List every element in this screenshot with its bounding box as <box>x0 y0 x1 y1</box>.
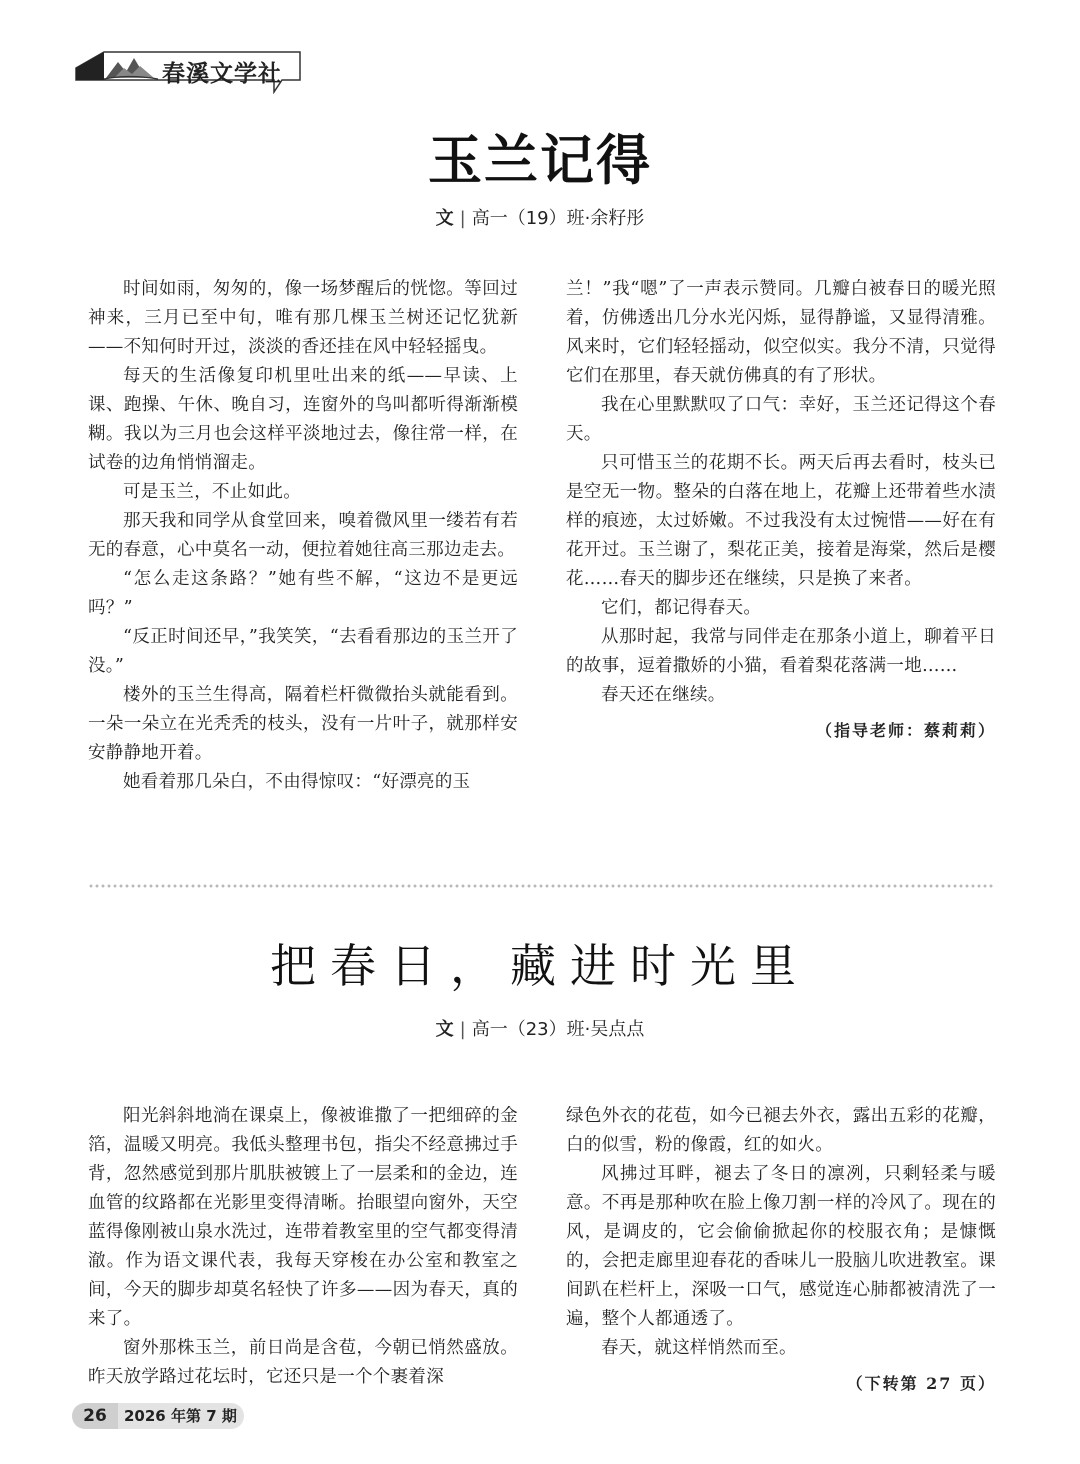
paragraph: 风拂过耳畔，褪去了冬日的凛冽，只剩轻柔与暖意。不再是那种吹在脸上像刀割一样的冷风了。现在的风，是调皮的，它会偷偷掀起你的校服衣角；是慷慨的，会把走廊里迎春花的香味儿一股脑儿吹进教室。课间趴在栏杆上，深吸一口气，感觉连心肺都被清洗了一遍，整个人都通透了。 <box>566 1164 996 1329</box>
byline-separator: | <box>459 208 466 229</box>
page-footer <box>72 1403 244 1429</box>
paragraph: 只可惜玉兰的花期不长。两天后再去看时，枝头已是空无一物。整朵的白落在地上，花瓣上还带着些水渍样的痕迹，太过娇嫩。不过我没有太过惋惜——好在有花开过。玉兰谢了，梨花正美，接着是海棠，然后是樱花……春天的脚步还在继续，只是换了来者。 <box>566 453 996 589</box>
teacher-note: （指导老师：蔡莉莉） <box>815 721 996 740</box>
paragraph: 每天的生活像复印机里吐出来的纸——早读、上课、跑操、午休、晚自习，连窗外的鸟叫都听得渐渐模糊。我以为三月也会这样平淡地过去，像往常一样，在试卷的边角悄悄溜走。 <box>88 366 518 473</box>
page-number: 26 <box>72 1403 118 1429</box>
paragraph: 窗外那株玉兰，前日尚是含苞，今朝已悄然盛放。昨天放学路过花坛时，它还只是一个个裹着深 <box>88 1338 518 1387</box>
paragraph: 阳光斜斜地淌在课桌上，像被谁撒了一把细碎的金箔，温暖又明亮。我低头整理书包，指尖不经意拂过手背，忽然感觉到那片肌肤被镀上了一层柔和的金边，连血管的纹路都在光影里变得清晰。抬眼望向窗外，天空蓝得像刚被山泉水洗过，连带着教室里的空气都变得清澈。作为语文课代表，我每天穿梭在办公室和教室之间，今天的脚步却莫名轻快了许多——因为春天，真的来了。 <box>88 1106 518 1329</box>
article-2-column-left <box>88 1102 518 1392</box>
paragraph: “怎么走这条路？”她有些不解，“这边不是更远吗？” <box>88 569 518 618</box>
paragraph: 可是玉兰，不止如此。 <box>123 482 301 502</box>
paragraph: “反正时间还早，”我笑笑，“去看看那边的玉兰开了没。” <box>88 627 518 676</box>
paragraph: 时间如雨，匆匆的，像一场梦醒后的恍惚。等回过神来，三月已至中旬，唯有那几棵玉兰树还记忆犹新——不知何时开过，淡淡的香还挂在风中轻轻摇曳。 <box>88 279 518 357</box>
article-2-author: 高一（23）班·吴点点 <box>471 1019 645 1040</box>
paragraph: 从那时起，我常与同伴走在那条小道上，聊着平日的故事，逗着撒娇的小猫，看着梨花落满一地…… <box>566 627 996 676</box>
article-2-byline <box>0 1015 1080 1041</box>
paragraph: 我在心里默默叹了口气：幸好，玉兰还记得这个春天。 <box>566 395 996 444</box>
paragraph: 春天还在继续。 <box>601 685 726 705</box>
byline-prefix: 文 <box>435 1019 454 1040</box>
paragraph-continued: 兰！”我“嗯”了一声表示赞同。几瓣白被春日的暖光照着，仿佛透出几分水光闪烁，显得静谧，又显得清雅。风来时，它们轻轻摇动，似空似实。我分不清，只觉得它们在那里，春天就仿佛真的有了形状。 <box>566 279 996 386</box>
paragraph-continued: 绿色外衣的花苞，如今已褪去外衣，露出五彩的花瓣，白的似雪，粉的像霞，红的如火。 <box>566 1106 996 1155</box>
paragraph: 那天我和同学从食堂回来，嗅着微风里一缕若有若无的春意，心中莫名一动，便拉着她往高三那边走去。 <box>88 511 518 560</box>
article-2-column-right <box>566 1102 996 1398</box>
article-1-column-right <box>566 275 996 745</box>
paragraph: 它们，都记得春天。 <box>601 598 762 618</box>
article-1-column-left <box>88 275 518 797</box>
byline-separator: | <box>459 1019 466 1040</box>
issue-label: 2026 年第 7 期 <box>118 1403 244 1429</box>
article-1-author: 高一（19）班·余籽彤 <box>471 208 645 229</box>
paragraph: 楼外的玉兰生得高，隔着栏杆微微抬头就能看到。一朵一朵立在光秃秃的枝头，没有一片叶子，就那样安安静静地开着。 <box>88 685 518 763</box>
article-2-title: 把春日，藏进时光里 <box>270 939 810 993</box>
continued-note: （下转第 27 页） <box>846 1374 996 1393</box>
article-1-title: 玉兰记得 <box>428 129 652 192</box>
section-divider <box>88 883 993 889</box>
column-name: 春溪文学社 <box>162 60 282 87</box>
byline-prefix: 文 <box>435 208 454 229</box>
article-1-byline <box>0 204 1080 230</box>
paragraph: 春天，就这样悄然而至。 <box>601 1338 797 1358</box>
paragraph: 她看着那几朵白，不由得惊叹：“好漂亮的玉 <box>123 772 471 792</box>
column-header <box>74 50 302 92</box>
